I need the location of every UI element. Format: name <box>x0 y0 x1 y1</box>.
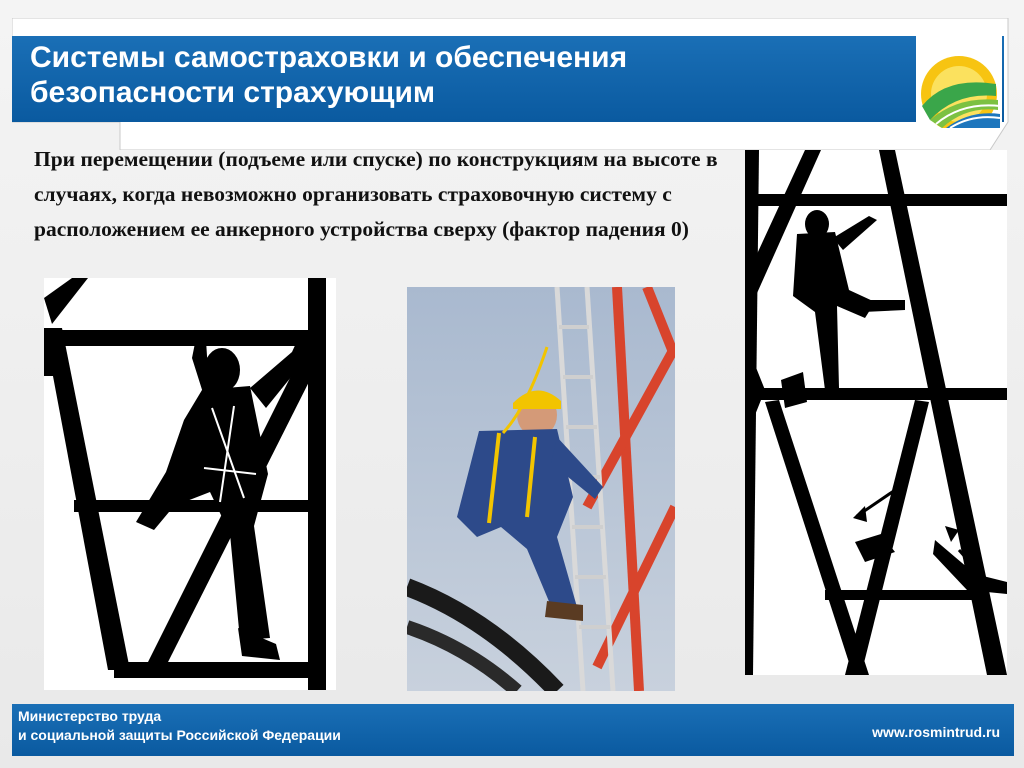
title-line-2: безопасности страхующим <box>30 76 436 109</box>
website-link[interactable]: www.rosmintrud.ru <box>872 724 1000 740</box>
worker-on-ladder-photo <box>407 287 675 691</box>
page-title <box>30 40 890 110</box>
ministry-logo-icon <box>916 36 1002 128</box>
ministry-line-1: Министерство труда <box>18 708 162 724</box>
ministry-line-2: и социальной защиты Российской Федерации <box>18 727 341 743</box>
worker-climbing-truss-image <box>44 278 336 690</box>
intro-paragraph: При перемещении (подъеме или спуске) по конструкциям на высоте в случаях, когда невозможно организовать страховочную систему с расположением ее анкерного устройства сверху (фактор падения 0) <box>34 147 718 241</box>
footer-ministry-name <box>18 707 438 745</box>
title-line-1: Системы самостраховки и обеспечения <box>30 41 628 74</box>
worker-on-tower-image <box>745 150 1007 675</box>
